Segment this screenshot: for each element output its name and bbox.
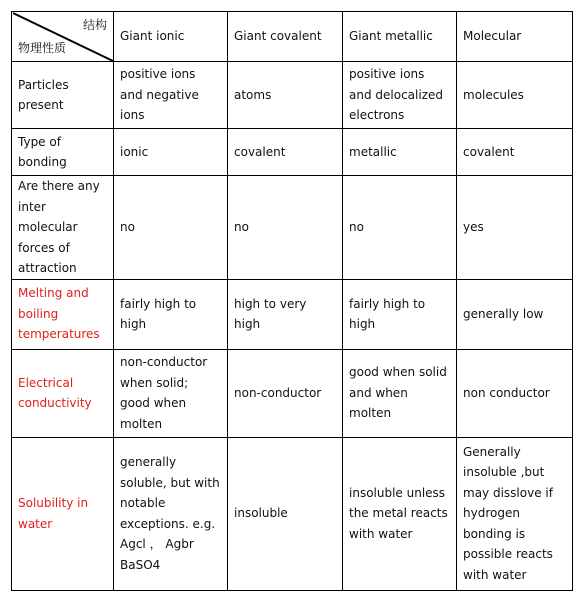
- table-cell: covalent: [228, 129, 343, 176]
- table-cell: insoluble: [228, 437, 343, 590]
- row-header-particles: Particles present: [12, 62, 114, 129]
- header-row: [12, 12, 573, 62]
- table-cell: generally soluble, but with notable exceptions. e.g. Agcl ， Agbr BaSO4: [114, 437, 228, 590]
- table-cell: yes: [457, 176, 573, 280]
- table-cell: metallic: [343, 129, 457, 176]
- table-cell: no: [228, 176, 343, 280]
- table-cell: ionic: [114, 129, 228, 176]
- row-header-intermolecular: Are there any inter molecular forces of attraction: [12, 176, 114, 280]
- table-cell: non-conductor when solid; good when molten: [114, 349, 228, 437]
- table-cell: fairly high to high: [114, 279, 228, 349]
- corner-cell: [12, 12, 114, 62]
- table-row: [12, 279, 573, 349]
- table-cell: high to very high: [228, 279, 343, 349]
- table-cell: Generally insoluble ,but may disslove if hydrogen bonding is possible reacts with water: [457, 437, 573, 590]
- corner-label-properties: 物理性质: [18, 41, 67, 55]
- table-cell: good when solid and when molten: [343, 349, 457, 437]
- column-header-giant-ionic: Giant ionic: [114, 12, 228, 62]
- properties-table: [11, 11, 573, 591]
- table-cell: fairly high to high: [343, 279, 457, 349]
- table-cell: positive ions and delocalized electrons: [343, 62, 457, 129]
- table-cell: covalent: [457, 129, 573, 176]
- row-header-conductivity: Electrical conductivity: [12, 349, 114, 437]
- row-header-solubility: Solubility in water: [12, 437, 114, 590]
- table-cell: non conductor: [457, 349, 573, 437]
- table-cell: no: [114, 176, 228, 280]
- table-cell: generally low: [457, 279, 573, 349]
- column-header-giant-metallic: Giant metallic: [343, 12, 457, 62]
- table-cell: insoluble unless the metal reacts with water: [343, 437, 457, 590]
- table-row: [12, 129, 573, 176]
- table-row: [12, 437, 573, 590]
- corner-label-structure: 结构: [82, 18, 107, 32]
- row-header-bonding: Type of bonding: [12, 129, 114, 176]
- table-cell: molecules: [457, 62, 573, 129]
- table-row: [12, 176, 573, 280]
- table-cell: atoms: [228, 62, 343, 129]
- table-cell: non-conductor: [228, 349, 343, 437]
- column-header-giant-covalent: Giant covalent: [228, 12, 343, 62]
- table-row: [12, 349, 573, 437]
- table-row: [12, 62, 573, 129]
- table-cell: no: [343, 176, 457, 280]
- column-header-molecular: Molecular: [457, 12, 573, 62]
- table-cell: positive ions and negative ions: [114, 62, 228, 129]
- row-header-melting: Melting and boiling temperatures: [12, 279, 114, 349]
